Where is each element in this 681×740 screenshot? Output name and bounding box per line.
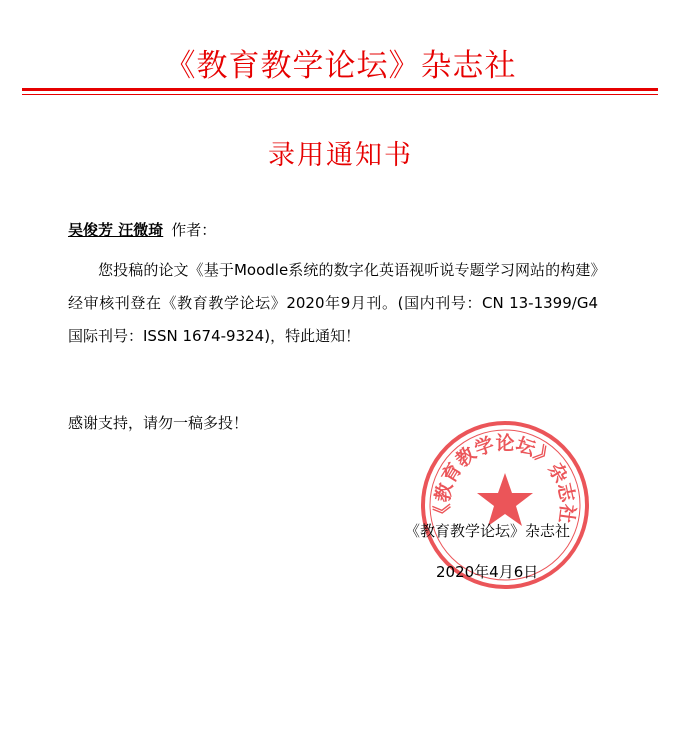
signature-organization: 《教育教学论坛》杂志社 <box>405 522 571 540</box>
thanks-line: 感谢支持，请勿一稿多投！ <box>68 414 249 432</box>
author-names: 吴俊芳 汪微琦 <box>68 221 164 239</box>
addressee-line <box>68 219 216 240</box>
seal-star <box>477 473 533 526</box>
masthead: 《教育教学论坛》杂志社 <box>164 48 517 84</box>
seal-text-path: 《教育教学论坛》杂志社 <box>431 432 579 525</box>
document-title: 录用通知书 <box>268 140 413 171</box>
masthead-rule-thin <box>22 94 658 95</box>
signature-date: 2020年4月6日 <box>436 563 539 581</box>
notice-body: 您投稿的论文《基于Moodle系统的数字化英语视听说专题学习网站的构建》经审核刊登在《教育教学论坛》2020年9月刊。(国内刊号：CN 13-1399/G4 国际刊号：ISSN 1674-9324)，特此通知！ <box>68 261 598 345</box>
masthead-rule-thick <box>22 88 658 91</box>
addressee-suffix: 作者： <box>171 221 217 239</box>
